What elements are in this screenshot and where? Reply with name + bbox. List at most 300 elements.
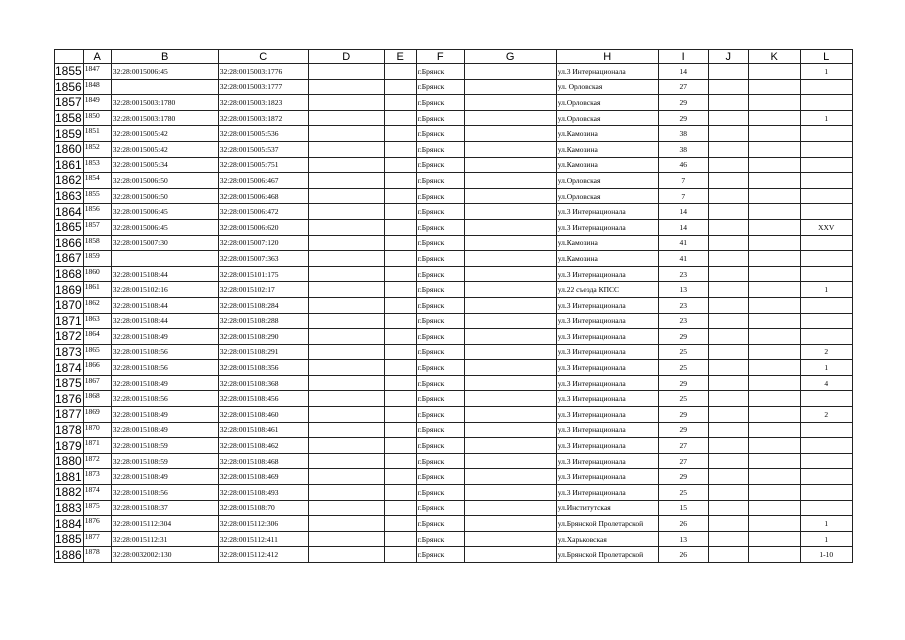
column-header-d[interactable]: D xyxy=(308,50,384,64)
row-number[interactable]: 1879 xyxy=(55,438,82,453)
corner-cell[interactable] xyxy=(55,50,84,64)
cell-a[interactable]: 1861 xyxy=(83,282,111,298)
cell-f[interactable]: г.Брянск xyxy=(416,391,464,407)
column-header-c[interactable]: C xyxy=(218,50,308,64)
column-header-a[interactable]: A xyxy=(83,50,111,64)
cell-i[interactable]: 26 xyxy=(658,516,708,532)
cell-f[interactable]: г.Брянск xyxy=(416,126,464,142)
cell-k[interactable] xyxy=(748,329,800,345)
cell-a[interactable]: 1860 xyxy=(83,266,111,282)
cell-d[interactable] xyxy=(308,141,384,157)
cell-f[interactable]: г.Брянск xyxy=(416,422,464,438)
cell-i[interactable]: 7 xyxy=(658,188,708,204)
cell-a[interactable]: 1865 xyxy=(83,344,111,360)
cell-a[interactable]: 1858 xyxy=(83,235,111,251)
cell-j[interactable] xyxy=(708,344,748,360)
cell-i[interactable]: 7 xyxy=(658,173,708,189)
row-number[interactable]: 1859 xyxy=(55,126,82,141)
cell-k[interactable] xyxy=(748,110,800,126)
cell-h[interactable]: ул.Камозина xyxy=(556,157,658,173)
cell-e[interactable] xyxy=(384,438,416,454)
column-header-j[interactable]: J xyxy=(708,50,748,64)
cell-c[interactable]: 32:28:0015108:456 xyxy=(218,391,308,407)
cell-i[interactable]: 29 xyxy=(658,375,708,391)
cell-c[interactable]: 32:28:0015108:460 xyxy=(218,407,308,423)
cell-e[interactable] xyxy=(384,329,416,345)
cell-g[interactable] xyxy=(464,297,556,313)
cell-f[interactable]: г.Брянск xyxy=(416,469,464,485)
cell-h[interactable]: ул.3 Интернационала xyxy=(556,344,658,360)
cell-h[interactable]: ул.Орловская xyxy=(556,110,658,126)
cell-l[interactable]: 1 xyxy=(800,516,852,532)
cell-h[interactable]: ул.Орловская xyxy=(556,188,658,204)
cell-a[interactable]: 1868 xyxy=(83,391,111,407)
cell-c[interactable]: 32:28:0015108:469 xyxy=(218,469,308,485)
cell-i[interactable]: 29 xyxy=(658,469,708,485)
cell-a[interactable]: 1862 xyxy=(83,297,111,313)
cell-f[interactable]: г.Брянск xyxy=(416,251,464,267)
cell-c[interactable]: 32:28:0015108:356 xyxy=(218,360,308,376)
cell-h[interactable]: ул.Камозина xyxy=(556,141,658,157)
cell-g[interactable] xyxy=(464,79,556,95)
cell-j[interactable] xyxy=(708,375,748,391)
cell-i[interactable]: 13 xyxy=(658,531,708,547)
cell-a[interactable]: 1874 xyxy=(83,485,111,501)
cell-d[interactable] xyxy=(308,188,384,204)
row-number[interactable]: 1874 xyxy=(55,360,82,375)
cell-f[interactable]: г.Брянск xyxy=(416,79,464,95)
cell-b[interactable]: 32:28:0032002:130 xyxy=(111,547,218,563)
cell-g[interactable] xyxy=(464,235,556,251)
cell-f[interactable]: г.Брянск xyxy=(416,375,464,391)
cell-k[interactable] xyxy=(748,204,800,220)
cell-d[interactable] xyxy=(308,110,384,126)
cell-e[interactable] xyxy=(384,64,416,80)
cell-j[interactable] xyxy=(708,329,748,345)
cell-e[interactable] xyxy=(384,313,416,329)
cell-c[interactable]: 32:28:0015112:412 xyxy=(218,547,308,563)
cell-a[interactable]: 1867 xyxy=(83,375,111,391)
cell-e[interactable] xyxy=(384,375,416,391)
cell-g[interactable] xyxy=(464,110,556,126)
cell-e[interactable] xyxy=(384,485,416,501)
cell-d[interactable] xyxy=(308,422,384,438)
cell-e[interactable] xyxy=(384,95,416,111)
cell-j[interactable] xyxy=(708,126,748,142)
cell-g[interactable] xyxy=(464,173,556,189)
cell-h[interactable]: ул.3 Интернационала xyxy=(556,469,658,485)
cell-a[interactable]: 1856 xyxy=(83,204,111,220)
cell-k[interactable] xyxy=(748,422,800,438)
cell-b[interactable]: 32:28:0015005:42 xyxy=(111,141,218,157)
cell-k[interactable] xyxy=(748,531,800,547)
cell-d[interactable] xyxy=(308,282,384,298)
row-number[interactable]: 1875 xyxy=(55,376,82,391)
cell-h[interactable]: ул.3 Интернационала xyxy=(556,360,658,376)
cell-g[interactable] xyxy=(464,251,556,267)
cell-f[interactable]: г.Брянск xyxy=(416,282,464,298)
cell-j[interactable] xyxy=(708,235,748,251)
cell-a[interactable]: 1857 xyxy=(83,219,111,235)
cell-b[interactable]: 32:28:0015108:56 xyxy=(111,391,218,407)
cell-f[interactable]: г.Брянск xyxy=(416,329,464,345)
cell-g[interactable] xyxy=(464,453,556,469)
cell-l[interactable]: 1 xyxy=(800,531,852,547)
cell-k[interactable] xyxy=(748,79,800,95)
cell-d[interactable] xyxy=(308,297,384,313)
cell-e[interactable] xyxy=(384,422,416,438)
cell-i[interactable]: 27 xyxy=(658,453,708,469)
cell-h[interactable]: ул.Камозина xyxy=(556,235,658,251)
cell-a[interactable]: 1870 xyxy=(83,422,111,438)
cell-c[interactable]: 32:28:0015005:536 xyxy=(218,126,308,142)
cell-b[interactable]: 32:28:0015007:30 xyxy=(111,235,218,251)
cell-k[interactable] xyxy=(748,344,800,360)
cell-b[interactable]: 32:28:0015006:45 xyxy=(111,204,218,220)
cell-h[interactable]: ул.Харьковская xyxy=(556,531,658,547)
cell-k[interactable] xyxy=(748,453,800,469)
cell-j[interactable] xyxy=(708,219,748,235)
cell-i[interactable]: 29 xyxy=(658,329,708,345)
row-number[interactable]: 1865 xyxy=(55,220,82,235)
cell-g[interactable] xyxy=(464,375,556,391)
cell-f[interactable]: г.Брянск xyxy=(416,157,464,173)
cell-c[interactable]: 32:28:0015108:290 xyxy=(218,329,308,345)
cell-j[interactable] xyxy=(708,391,748,407)
cell-a[interactable]: 1864 xyxy=(83,329,111,345)
cell-c[interactable]: 32:28:0015003:1823 xyxy=(218,95,308,111)
cell-a[interactable]: 1847 xyxy=(83,64,111,80)
cell-g[interactable] xyxy=(464,141,556,157)
row-number[interactable]: 1868 xyxy=(55,267,82,282)
cell-c[interactable]: 32:28:0015005:751 xyxy=(218,157,308,173)
row-number[interactable]: 1886 xyxy=(55,547,82,562)
cell-b[interactable]: 32:28:0015108:44 xyxy=(111,297,218,313)
cell-f[interactable]: г.Брянск xyxy=(416,219,464,235)
cell-j[interactable] xyxy=(708,79,748,95)
cell-k[interactable] xyxy=(748,485,800,501)
cell-a[interactable]: 1863 xyxy=(83,313,111,329)
cell-j[interactable] xyxy=(708,469,748,485)
cell-g[interactable] xyxy=(464,360,556,376)
cell-l[interactable] xyxy=(800,453,852,469)
cell-c[interactable]: 32:28:0015112:306 xyxy=(218,516,308,532)
row-number[interactable]: 1885 xyxy=(55,532,82,547)
cell-b[interactable]: 32:28:0015108:49 xyxy=(111,329,218,345)
cell-b[interactable]: 32:28:0015108:44 xyxy=(111,313,218,329)
cell-d[interactable] xyxy=(308,329,384,345)
cell-i[interactable]: 38 xyxy=(658,126,708,142)
cell-k[interactable] xyxy=(748,516,800,532)
cell-g[interactable] xyxy=(464,188,556,204)
column-header-b[interactable]: B xyxy=(111,50,218,64)
cell-e[interactable] xyxy=(384,126,416,142)
cell-l[interactable] xyxy=(800,469,852,485)
cell-l[interactable] xyxy=(800,79,852,95)
cell-k[interactable] xyxy=(748,141,800,157)
cell-f[interactable]: г.Брянск xyxy=(416,141,464,157)
cell-h[interactable]: ул.3 Интернационала xyxy=(556,391,658,407)
row-number[interactable]: 1877 xyxy=(55,407,82,422)
cell-a[interactable]: 1854 xyxy=(83,173,111,189)
column-header-k[interactable]: K xyxy=(748,50,800,64)
cell-h[interactable]: ул.3 Интернационала xyxy=(556,266,658,282)
cell-b[interactable]: 32:28:0015108:56 xyxy=(111,360,218,376)
cell-j[interactable] xyxy=(708,251,748,267)
cell-l[interactable] xyxy=(800,95,852,111)
cell-l[interactable]: 1 xyxy=(800,360,852,376)
cell-b[interactable]: 32:28:0015112:31 xyxy=(111,531,218,547)
cell-e[interactable] xyxy=(384,344,416,360)
cell-g[interactable] xyxy=(464,313,556,329)
cell-k[interactable] xyxy=(748,173,800,189)
cell-c[interactable]: 32:28:0015102:17 xyxy=(218,282,308,298)
cell-l[interactable] xyxy=(800,438,852,454)
cell-d[interactable] xyxy=(308,438,384,454)
cell-e[interactable] xyxy=(384,469,416,485)
cell-a[interactable]: 1851 xyxy=(83,126,111,142)
cell-g[interactable] xyxy=(464,485,556,501)
cell-h[interactable]: ул. Орловская xyxy=(556,79,658,95)
cell-c[interactable]: 32:28:0015108:493 xyxy=(218,485,308,501)
cell-k[interactable] xyxy=(748,282,800,298)
cell-j[interactable] xyxy=(708,360,748,376)
cell-h[interactable]: ул.3 Интернационала xyxy=(556,329,658,345)
cell-e[interactable] xyxy=(384,188,416,204)
cell-c[interactable]: 32:28:0015007:363 xyxy=(218,251,308,267)
cell-j[interactable] xyxy=(708,141,748,157)
row-number[interactable]: 1861 xyxy=(55,157,82,172)
cell-g[interactable] xyxy=(464,500,556,516)
cell-a[interactable]: 1873 xyxy=(83,469,111,485)
cell-e[interactable] xyxy=(384,360,416,376)
cell-k[interactable] xyxy=(748,469,800,485)
cell-g[interactable] xyxy=(464,157,556,173)
cell-e[interactable] xyxy=(384,204,416,220)
cell-f[interactable]: г.Брянск xyxy=(416,173,464,189)
cell-g[interactable] xyxy=(464,64,556,80)
cell-k[interactable] xyxy=(748,391,800,407)
cell-a[interactable]: 1853 xyxy=(83,157,111,173)
cell-e[interactable] xyxy=(384,516,416,532)
cell-d[interactable] xyxy=(308,313,384,329)
cell-d[interactable] xyxy=(308,516,384,532)
cell-f[interactable]: г.Брянск xyxy=(416,204,464,220)
cell-g[interactable] xyxy=(464,344,556,360)
cell-h[interactable]: ул.Орловская xyxy=(556,95,658,111)
cell-b[interactable]: 32:28:0015108:59 xyxy=(111,438,218,454)
cell-i[interactable]: 29 xyxy=(658,407,708,423)
cell-l[interactable]: 4 xyxy=(800,375,852,391)
cell-i[interactable]: 29 xyxy=(658,95,708,111)
column-header-f[interactable]: F xyxy=(416,50,464,64)
cell-d[interactable] xyxy=(308,235,384,251)
row-number[interactable]: 1856 xyxy=(55,79,82,94)
row-number[interactable]: 1884 xyxy=(55,516,82,531)
cell-l[interactable] xyxy=(800,126,852,142)
row-number[interactable]: 1866 xyxy=(55,235,82,250)
row-number[interactable]: 1867 xyxy=(55,251,82,266)
cell-l[interactable] xyxy=(800,188,852,204)
cell-g[interactable] xyxy=(464,329,556,345)
cell-a[interactable]: 1850 xyxy=(83,110,111,126)
cell-d[interactable] xyxy=(308,219,384,235)
cell-g[interactable] xyxy=(464,126,556,142)
cell-l[interactable]: XXV xyxy=(800,219,852,235)
cell-l[interactable] xyxy=(800,313,852,329)
cell-c[interactable]: 32:28:0015108:461 xyxy=(218,422,308,438)
cell-j[interactable] xyxy=(708,204,748,220)
cell-b[interactable]: 32:28:0015108:56 xyxy=(111,344,218,360)
cell-f[interactable]: г.Брянск xyxy=(416,453,464,469)
cell-h[interactable]: ул.3 Интернационала xyxy=(556,204,658,220)
cell-k[interactable] xyxy=(748,64,800,80)
cell-l[interactable]: 1-10 xyxy=(800,547,852,563)
cell-f[interactable]: г.Брянск xyxy=(416,64,464,80)
cell-f[interactable]: г.Брянск xyxy=(416,344,464,360)
cell-c[interactable]: 32:28:0015003:1777 xyxy=(218,79,308,95)
cell-l[interactable] xyxy=(800,235,852,251)
row-number[interactable]: 1864 xyxy=(55,204,82,219)
cell-b[interactable]: 32:28:0015003:1780 xyxy=(111,95,218,111)
cell-f[interactable]: г.Брянск xyxy=(416,500,464,516)
row-number[interactable]: 1858 xyxy=(55,111,82,126)
cell-h[interactable]: ул.3 Интернационала xyxy=(556,407,658,423)
cell-j[interactable] xyxy=(708,95,748,111)
cell-a[interactable]: 1852 xyxy=(83,141,111,157)
cell-g[interactable] xyxy=(464,516,556,532)
cell-j[interactable] xyxy=(708,485,748,501)
cell-f[interactable]: г.Брянск xyxy=(416,531,464,547)
cell-g[interactable] xyxy=(464,95,556,111)
cell-b[interactable]: 32:28:0015108:44 xyxy=(111,266,218,282)
cell-l[interactable]: 2 xyxy=(800,344,852,360)
cell-i[interactable]: 38 xyxy=(658,141,708,157)
row-number[interactable]: 1869 xyxy=(55,282,82,297)
cell-b[interactable]: 32:28:0015102:16 xyxy=(111,282,218,298)
cell-h[interactable]: ул.3 Интернационала xyxy=(556,313,658,329)
cell-d[interactable] xyxy=(308,531,384,547)
cell-j[interactable] xyxy=(708,173,748,189)
cell-c[interactable]: 32:28:0015108:468 xyxy=(218,453,308,469)
cell-c[interactable]: 32:28:0015007:120 xyxy=(218,235,308,251)
cell-c[interactable]: 32:28:0015108:368 xyxy=(218,375,308,391)
cell-a[interactable]: 1878 xyxy=(83,547,111,563)
cell-i[interactable]: 41 xyxy=(658,251,708,267)
cell-c[interactable]: 32:28:0015108:284 xyxy=(218,297,308,313)
cell-k[interactable] xyxy=(748,126,800,142)
cell-f[interactable]: г.Брянск xyxy=(416,360,464,376)
cell-d[interactable] xyxy=(308,173,384,189)
cell-b[interactable]: 32:28:0015112:304 xyxy=(111,516,218,532)
cell-l[interactable] xyxy=(800,204,852,220)
cell-g[interactable] xyxy=(464,204,556,220)
cell-c[interactable]: 32:28:0015112:411 xyxy=(218,531,308,547)
row-number[interactable]: 1870 xyxy=(55,298,82,313)
cell-c[interactable]: 32:28:0015005:537 xyxy=(218,141,308,157)
cell-h[interactable]: ул.Брянской Пролетарской xyxy=(556,547,658,563)
cell-d[interactable] xyxy=(308,375,384,391)
cell-d[interactable] xyxy=(308,157,384,173)
cell-j[interactable] xyxy=(708,313,748,329)
cell-c[interactable]: 32:28:0015108:288 xyxy=(218,313,308,329)
cell-i[interactable]: 46 xyxy=(658,157,708,173)
cell-l[interactable]: 2 xyxy=(800,407,852,423)
row-number[interactable]: 1862 xyxy=(55,173,82,188)
cell-g[interactable] xyxy=(464,531,556,547)
cell-i[interactable]: 23 xyxy=(658,266,708,282)
cell-d[interactable] xyxy=(308,95,384,111)
cell-c[interactable]: 32:28:0015101:175 xyxy=(218,266,308,282)
cell-l[interactable] xyxy=(800,329,852,345)
cell-g[interactable] xyxy=(464,391,556,407)
cell-b[interactable]: 32:28:0015108:49 xyxy=(111,469,218,485)
cell-b[interactable]: 32:28:0015108:59 xyxy=(111,453,218,469)
cell-h[interactable]: ул.3 Интернационала xyxy=(556,438,658,454)
column-header-l[interactable]: L xyxy=(800,50,852,64)
cell-j[interactable] xyxy=(708,438,748,454)
cell-h[interactable]: ул.3 Интернационала xyxy=(556,375,658,391)
cell-k[interactable] xyxy=(748,235,800,251)
cell-a[interactable]: 1855 xyxy=(83,188,111,204)
cell-f[interactable]: г.Брянск xyxy=(416,485,464,501)
column-header-g[interactable]: G xyxy=(464,50,556,64)
cell-h[interactable]: ул.Институтская xyxy=(556,500,658,516)
cell-j[interactable] xyxy=(708,266,748,282)
cell-e[interactable] xyxy=(384,453,416,469)
cell-d[interactable] xyxy=(308,485,384,501)
cell-j[interactable] xyxy=(708,453,748,469)
cell-i[interactable]: 25 xyxy=(658,391,708,407)
cell-e[interactable] xyxy=(384,235,416,251)
cell-c[interactable]: 32:28:0015006:472 xyxy=(218,204,308,220)
cell-g[interactable] xyxy=(464,438,556,454)
cell-c[interactable]: 32:28:0015006:620 xyxy=(218,219,308,235)
cell-l[interactable]: 1 xyxy=(800,110,852,126)
cell-l[interactable] xyxy=(800,266,852,282)
cell-l[interactable] xyxy=(800,485,852,501)
cell-b[interactable]: 32:28:0015006:50 xyxy=(111,188,218,204)
cell-f[interactable]: г.Брянск xyxy=(416,297,464,313)
row-number[interactable]: 1860 xyxy=(55,142,82,157)
cell-d[interactable] xyxy=(308,126,384,142)
cell-g[interactable] xyxy=(464,547,556,563)
column-header-i[interactable]: I xyxy=(658,50,708,64)
cell-i[interactable]: 13 xyxy=(658,282,708,298)
cell-i[interactable]: 25 xyxy=(658,344,708,360)
cell-h[interactable]: ул.Орловская xyxy=(556,173,658,189)
cell-f[interactable]: г.Брянск xyxy=(416,547,464,563)
cell-h[interactable]: ул.22 съезда КПСС xyxy=(556,282,658,298)
cell-f[interactable]: г.Брянск xyxy=(416,266,464,282)
cell-j[interactable] xyxy=(708,297,748,313)
cell-d[interactable] xyxy=(308,360,384,376)
cell-e[interactable] xyxy=(384,500,416,516)
cell-i[interactable]: 14 xyxy=(658,204,708,220)
cell-g[interactable] xyxy=(464,422,556,438)
cell-k[interactable] xyxy=(748,500,800,516)
cell-j[interactable] xyxy=(708,500,748,516)
cell-j[interactable] xyxy=(708,422,748,438)
cell-l[interactable] xyxy=(800,391,852,407)
cell-a[interactable]: 1848 xyxy=(83,79,111,95)
cell-h[interactable]: ул.3 Интернационала xyxy=(556,297,658,313)
cell-j[interactable] xyxy=(708,282,748,298)
row-number[interactable]: 1872 xyxy=(55,329,82,344)
cell-h[interactable]: ул.3 Интернационала xyxy=(556,453,658,469)
cell-a[interactable]: 1872 xyxy=(83,453,111,469)
cell-e[interactable] xyxy=(384,266,416,282)
